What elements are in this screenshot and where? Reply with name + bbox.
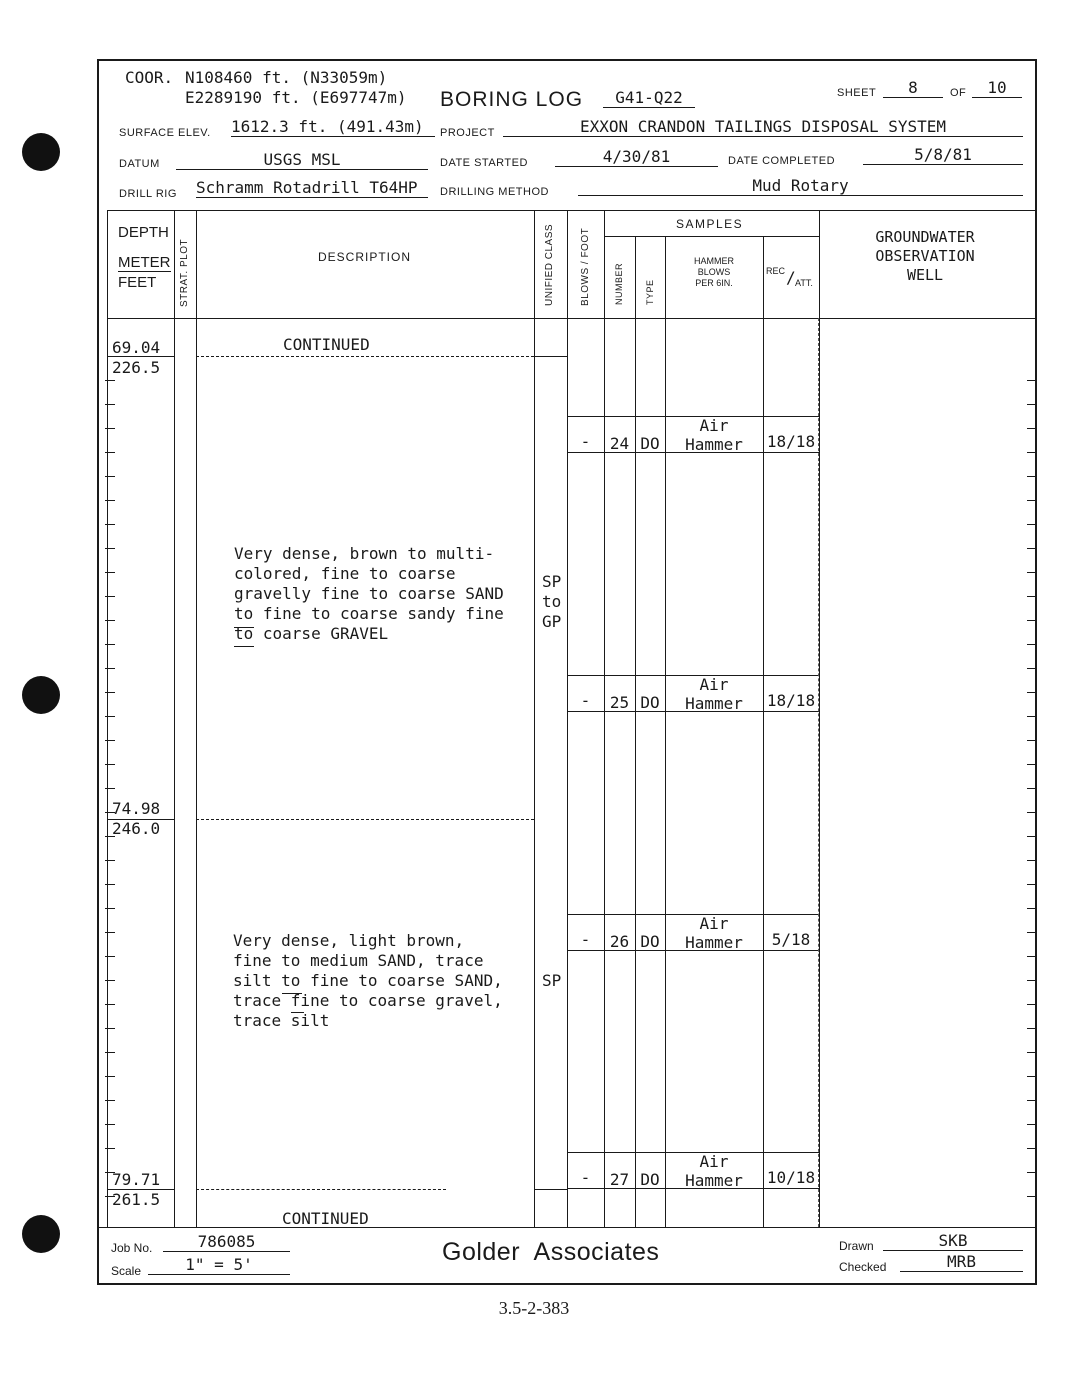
depth-tick [105, 956, 115, 957]
sample-type: DO [640, 932, 660, 951]
well-tick [1027, 1172, 1035, 1173]
sample-hammer-line2: Hammer [685, 435, 743, 454]
hammer-col-left [665, 236, 666, 1227]
well-tick [1027, 1004, 1035, 1005]
col-description: DESCRIPTION [318, 250, 412, 264]
well-tick [1027, 668, 1035, 669]
well-tick [1027, 860, 1035, 861]
well-tick [1027, 980, 1035, 981]
sample-hammer-line2: Hammer [685, 1171, 743, 1190]
sample-hammer-line1: Air [699, 416, 729, 435]
sample-blows: - [580, 1168, 591, 1187]
of-label: OF [950, 87, 967, 99]
well-tick [1027, 1028, 1035, 1029]
col-groundwater-well: GROUNDWATER OBSERVATION WELL [875, 228, 975, 284]
continued-top: CONTINUED [283, 335, 370, 354]
sample-number: 26 [609, 932, 630, 951]
boundary-3-depth [107, 1189, 174, 1190]
well-tick [1027, 908, 1035, 909]
depth-tick [105, 740, 115, 741]
depth-tick [105, 788, 115, 789]
col-hammer-blows: HAMMER BLOWS PER 6IN. [694, 256, 734, 288]
sample-blows: - [580, 691, 591, 710]
well-tick [1027, 620, 1035, 621]
well-tick [1027, 1196, 1035, 1197]
surface-elev-label: SURFACE ELEV. [119, 127, 211, 139]
drawn-label: Drawn [839, 1239, 874, 1253]
well-tick [1027, 812, 1035, 813]
sample-type: DO [640, 1170, 660, 1189]
desc-col-left [196, 210, 197, 1227]
footer-top-rule [97, 1227, 1037, 1228]
well-edge-dash [818, 318, 819, 1227]
depth-tick [105, 620, 115, 621]
boundary-2 [196, 819, 534, 820]
job-number: 786085 [163, 1232, 290, 1252]
well-tick [1027, 548, 1035, 549]
sample-blows: - [580, 930, 591, 949]
depth-tick [105, 572, 115, 573]
boundary-1 [196, 356, 534, 357]
well-tick [1027, 1052, 1035, 1053]
col-type: TYPE [645, 279, 655, 305]
sheet-total: 10 [972, 78, 1022, 98]
well-tick [1027, 452, 1035, 453]
binder-hole-middle [22, 676, 60, 714]
depth-tick [105, 1028, 115, 1029]
datum-label: DATUM [119, 158, 160, 170]
job-label: Job No. [111, 1241, 153, 1255]
rec-att-slash: / [786, 268, 796, 287]
depth-tick [105, 1148, 115, 1149]
depth-tick [105, 1124, 115, 1125]
col-blows-foot: BLOWS / FOOT [580, 227, 591, 306]
sample-number: 24 [609, 434, 630, 453]
boundary-3-class [534, 1189, 567, 1190]
date-completed-label: DATE COMPLETED [728, 155, 836, 167]
boundary-1-class [534, 356, 567, 357]
depth-tick [105, 380, 115, 381]
scale: 1" = 5' [148, 1255, 290, 1275]
sample-type: DO [640, 434, 660, 453]
depth-tick [105, 404, 115, 405]
well-tick [1027, 788, 1035, 789]
coor-east: E2289190 ft. (E697747m) [185, 88, 407, 107]
project-label: PROJECT [440, 127, 495, 139]
depth-tick [105, 1100, 115, 1101]
well-tick [1027, 644, 1035, 645]
well-tick [1027, 1148, 1035, 1149]
layer-2-underline-2 [291, 1012, 304, 1013]
layer-2-description: Very dense, light brown, fine to medium SAND, trace silt to fine to coarse SAND, trace fine to coarse gravel, trace silt [233, 931, 503, 1030]
depth-tick [105, 860, 115, 861]
boundary-3 [196, 1189, 446, 1190]
sample-hammer-line1: Air [699, 914, 729, 933]
depth-meter-2: 74.98 [112, 799, 161, 818]
depth-tick [105, 596, 115, 597]
surface-elev: 1612.3 ft. (491.43m) [231, 117, 435, 137]
well-tick [1027, 932, 1035, 933]
sample-number: 27 [609, 1170, 630, 1189]
well-tick [1027, 524, 1035, 525]
sheet-number: 8 [883, 78, 943, 98]
sample-recovery: 18/18 [766, 432, 816, 451]
depth-tick [105, 668, 115, 669]
drill-rig: Schramm Rotadrill T64HP [196, 178, 428, 198]
strat-col-left [174, 210, 175, 1227]
layer-1-class: SP to GP [542, 572, 562, 631]
depth-tick [105, 932, 115, 933]
project-name: EXXON CRANDON TAILINGS DISPOSAL SYSTEM [503, 117, 1023, 137]
well-tick [1027, 596, 1035, 597]
layer-2-class: SP [542, 971, 562, 990]
date-completed: 5/8/81 [863, 145, 1023, 165]
binder-hole-top [22, 133, 60, 171]
col-unified-class: UNIFIED CLASS [544, 223, 555, 306]
sample-hammer-line1: Air [699, 675, 729, 694]
depth-tick [105, 692, 115, 693]
col-number: NUMBER [614, 262, 624, 305]
layer-1-underline-2 [234, 646, 254, 647]
well-tick [1027, 476, 1035, 477]
well-tick [1027, 380, 1035, 381]
well-tick [1027, 716, 1035, 717]
well-tick [1027, 692, 1035, 693]
checked-label: Checked [839, 1260, 887, 1274]
document-title: BORING LOG [440, 88, 584, 111]
sample-blows: - [580, 432, 591, 451]
well-tick [1027, 836, 1035, 837]
drill-rig-label: DRILL RIG [119, 188, 177, 200]
coor-north: N108460 ft. (N33059m) [185, 68, 388, 87]
depth-tick [105, 548, 115, 549]
well-tick [1027, 1124, 1035, 1125]
depth-tick [105, 884, 115, 885]
continued-bottom: CONTINUED [282, 1209, 369, 1228]
coor-label: COOR. [125, 68, 174, 87]
layer-1-underline-1 [234, 627, 254, 628]
depth-meter-1: 69.04 [112, 338, 161, 357]
col-strat-plot: STRAT. PLOT [179, 238, 190, 307]
depth-tick [105, 1076, 115, 1077]
drilling-method-label: DRILLING METHOD [440, 186, 549, 198]
well-tick [1027, 956, 1035, 957]
depth-tick [105, 980, 115, 981]
depth-tick [105, 716, 115, 717]
blows-col-left [567, 210, 568, 1227]
well-tick [1027, 572, 1035, 573]
samples-sub-rule [605, 236, 819, 237]
well-tick [1027, 764, 1035, 765]
well-tick [1027, 884, 1035, 885]
well-col-left [819, 210, 820, 1227]
sample-recovery: 10/18 [766, 1168, 816, 1187]
col-att: ATT. [795, 278, 813, 288]
number-col-left [604, 210, 605, 1227]
well-tick [1027, 1076, 1035, 1077]
depth-tick [105, 908, 115, 909]
well-tick [1027, 1100, 1035, 1101]
class-col-left [534, 210, 535, 1227]
depth-tick [105, 1052, 115, 1053]
checked-by: MRB [900, 1252, 1023, 1272]
header-top-rule [107, 210, 1035, 211]
layer-2-underline-1 [282, 993, 302, 994]
drawn-by: SKB [883, 1231, 1023, 1251]
well-tick [1027, 404, 1035, 405]
depth-tick [105, 644, 115, 645]
depth-meter-3: 79.71 [112, 1170, 161, 1189]
sample-recovery: 5/18 [771, 930, 811, 949]
sample-hammer-line1: Air [699, 1152, 729, 1171]
well-tick [1027, 500, 1035, 501]
header-bottom-rule [107, 318, 1035, 319]
depth-feet-2: 246.0 [112, 819, 161, 838]
sample-type: DO [640, 693, 660, 712]
col-samples: SAMPLES [676, 217, 744, 231]
well-tick [1027, 740, 1035, 741]
col-depth: DEPTH [118, 224, 169, 241]
col-feet: FEET [118, 274, 157, 291]
page-number: 3.5-2-383 [498, 1298, 570, 1318]
binder-hole-bottom [22, 1215, 60, 1253]
depth-col-left [107, 210, 108, 1227]
layer-1-description: Very dense, brown to multi- colored, fine to coarse gravelly fine to coarse SAND to fine to coarse sandy fine to coarse GRAVEL [234, 544, 504, 643]
type-col-left [635, 236, 636, 1227]
sheet-label: SHEET [837, 87, 877, 99]
sample-hammer-line2: Hammer [685, 694, 743, 713]
sample-hammer-line2: Hammer [685, 933, 743, 952]
col-rec: REC [766, 266, 786, 276]
drilling-method: Mud Rotary [578, 176, 1023, 196]
sample-number: 25 [609, 693, 630, 712]
depth-tick [105, 524, 115, 525]
boundary-2-depth [107, 819, 174, 820]
depth-tick [105, 500, 115, 501]
date-started-label: DATE STARTED [440, 157, 528, 169]
depth-tick [105, 476, 115, 477]
well-tick [1027, 428, 1035, 429]
depth-tick [105, 1004, 115, 1005]
depth-tick [105, 452, 115, 453]
col-meter: METER [118, 254, 171, 271]
scale-label: Scale [111, 1264, 142, 1278]
depth-feet-1: 226.5 [112, 358, 161, 377]
boundary-1-depth [107, 356, 174, 357]
log-id: G41-Q22 [603, 88, 695, 108]
datum: USGS MSL [176, 150, 428, 170]
depth-tick [105, 428, 115, 429]
depth-tick [105, 764, 115, 765]
company-name: Golder Associates [442, 1238, 660, 1266]
rec-col-left [763, 236, 764, 1227]
sample-recovery: 18/18 [766, 691, 816, 710]
date-started: 4/30/81 [555, 147, 718, 167]
depth-feet-3: 261.5 [112, 1190, 161, 1209]
